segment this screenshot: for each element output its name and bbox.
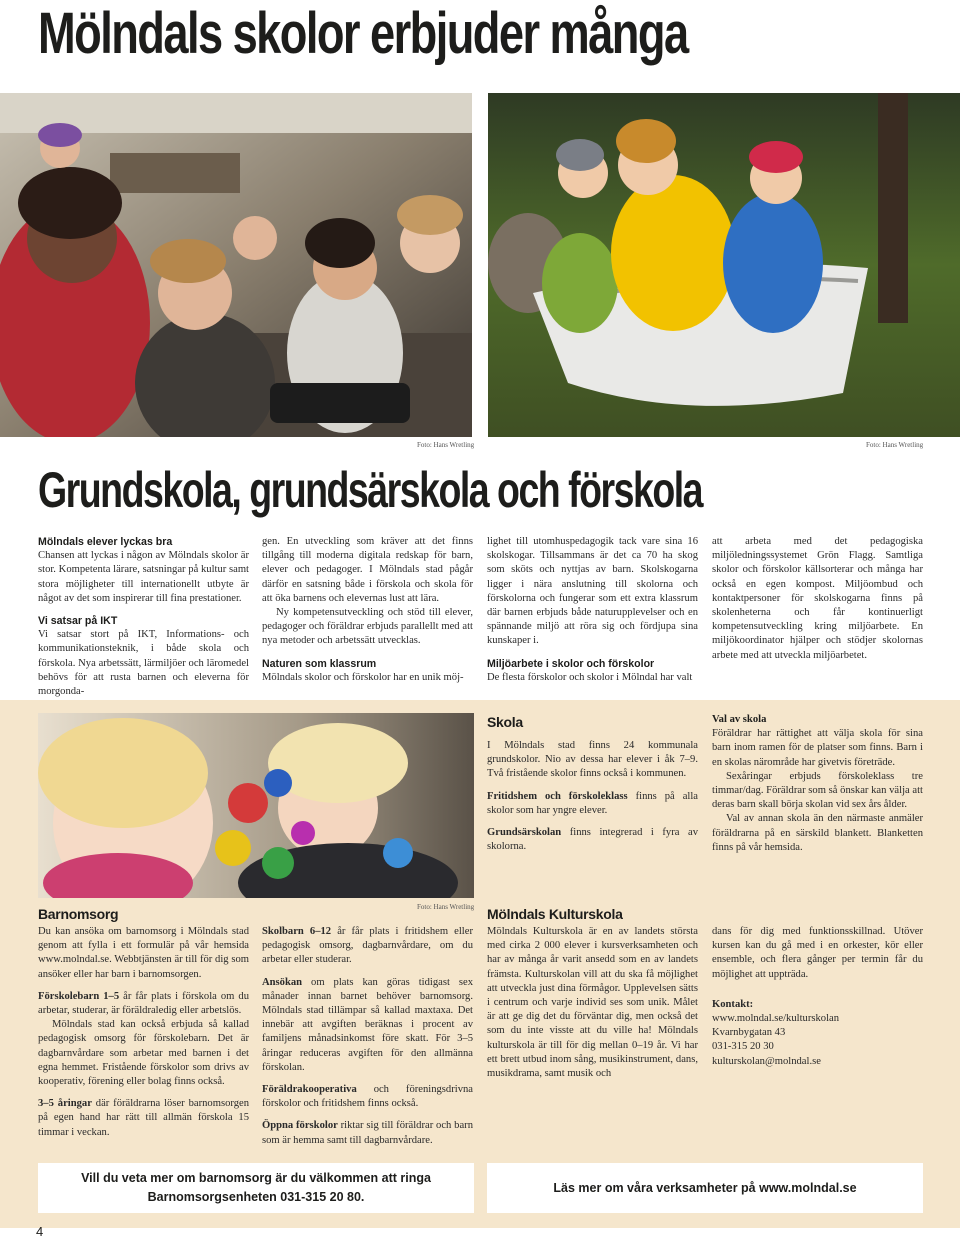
paragraph-ikt: Vi satsar stort på IKT, Informations- och kommunikationsteknik, i både skola och förskola. Nya arbetssätt, lärmiljöer och läromedel behövs för att rusta barnen och eleverna för morgonda- — [38, 629, 249, 698]
kulturskola-paragraph-main: Mölndals Kulturskola är en av landets största med cirka 2 000 elever i kursverksamheten och har av många år varit ansedd som en av landets främsta. Kulturskolan vill att du ska få möjlighet att utveckla just dina förmågor. Upplevelsen sätts i centrum och varje individ ses som unik. Målet är att ge dig det du förväntar dig, men också det som du inte visste att du ville ha! Mölndals kulturskola är till för dig mellan 0–19 år. Vi har ett brett utbud inom sång, musikinstrument, dans, musikdrama, samt musik och — [487, 926, 698, 1080]
heading-environment: Miljöarbete i skolor och förskolor — [487, 657, 655, 670]
barnomsorg-paragraph-school-kids — [262, 925, 473, 968]
open-preschools-rest: riktar sig till föräldrar och barn som är hemma samt till dagbarnvårdare. — [262, 1120, 473, 1146]
fritidshem-bold: Fritidshem och förskoleklass — [487, 790, 628, 802]
barnomsorg-paragraph-preschool-kids — [38, 990, 249, 1018]
paragraph-six-year-olds: Sexåringar erbjuds förskoleklass tre timmar/dag. Föräldrar som så önskar kan välja att deras barn skall börja skolan vid sex års ålder. — [712, 770, 923, 811]
kulturskola-paragraph-ensembles: dans för dig med funktionsskillnad. Utöver kursen kan du gå med i en orkester, kör eller ensemble, och flera gånger per termin får du möjlighet att uppträda. — [712, 926, 923, 980]
skola-heading: Skola — [487, 714, 523, 730]
barnomsorg-heading: Barnomsorg — [38, 906, 119, 922]
three-to-five-rest: där föräldrarna löser barnomsorgen på egen hand har rätt till allmän förskola 15 timmar i veckan. — [38, 1098, 249, 1138]
molndal-website-box — [487, 1163, 923, 1213]
boat-photo-credit: Foto: Hans Wretling — [866, 441, 924, 449]
page-headline: Mölndals skolor erbjuder många — [38, 1, 688, 66]
barnomsorg-paragraph-cooperatives — [262, 1083, 473, 1111]
classroom-illustration — [0, 93, 472, 437]
paragraph-competence: Ny kompetensutveckling och stöd till elever, pedagoger och föräldrar erbjuds parallellt med att nya metoder och arbetssätt utvecklas. — [262, 607, 473, 647]
kulturskola-contact-address: Kvarnbygatan 43 — [712, 1027, 786, 1039]
paragraph-digital-tools: gen. En utveckling som kräver att det finns tillgång till moderna digitala redskap för barn, elever och pedagoger. I Mölndals stad pågår därför en satsning både i förskola och skola för att öka barnens och elevernas lust att lära. — [262, 536, 473, 604]
barnomsorg-paragraph-apply: Du kan ansöka om barnomsorg i Mölndals stad genom att fylla i ett formulär på vår hemsida www.molndal.se. Webbtjänsten är till för dig som ansöker eller har barn i barnomsorgen. — [38, 926, 249, 980]
barnomsorg-column-2 — [262, 925, 473, 1148]
application-rest: om plats kan göras tidigast sex månader innan barnet behöver barnomsorg. Mölndals stad tillämpar så kallad maxtaxa. Det innebär att avgiften beräknas i procent av familjens månadsinkomst före skatt. För 3–5 åringar reduceras avgiften för den allmänna förskolan. — [262, 976, 473, 1073]
heading-school-choice: Val av skola — [712, 714, 767, 725]
barnomsorg-paragraph-pedagogical-care: Mölndals stad kan också erbjuda så kallad pedagogisk omsorg för förskolebarn. Det är dagbarnvårdare som arbetar med barnen i det egna hemmet. Fristående förskolor som drivs av kooperativ, förening eller bolag finns också. — [38, 1019, 249, 1088]
kulturskola-column-1 — [487, 925, 698, 1081]
barnomsorg-paragraph-open-preschools — [262, 1119, 473, 1147]
heading-nature-classroom: Naturen som klassrum — [262, 657, 377, 670]
article-column-2 — [262, 535, 473, 685]
fritidshem-rest: finns på alla skolor som har yngre elever. — [487, 790, 698, 816]
school-kids-bold: Skolbarn 6–12 — [262, 926, 332, 937]
preschool-kids-bold: Förskolebarn 1–5 — [38, 990, 120, 1002]
grundsarskolan-rest: finns integrerad i fyra av skolorna. — [487, 827, 698, 853]
toys-illustration — [38, 713, 474, 898]
heading-ikt: Vi satsar på IKT — [38, 615, 118, 628]
barnomsorg-paragraph-three-to-five — [38, 1097, 249, 1140]
paragraph-school-forests: lighet till utomhuspedagogik tack vare sina 16 skolskogar. Tillsammans är det ca 70 ha skog som sköts och nyttjas av barn. Skolskogarna ligger i nära anslutning till skolorna och förskolorna och fungerar som ett extra klassrum där barnen erbjuds både naturupplevelser och en spännande miljö att röra sig och fördjupa sina kunskaper i. — [487, 536, 698, 647]
barnomsorg-box-line-2: Barnomsorgsenheten 031-315 20 80. — [147, 1190, 365, 1204]
kulturskola-column-2 — [712, 925, 923, 1069]
toys-photo — [38, 713, 474, 898]
kulturskola-contact-phone: 031-315 20 30 — [712, 1041, 774, 1053]
paragraph-school-choice: Föräldrar har rättighet att välja skola för sina barn inom ramen för de platser som finns. Barn i en skolas närområde har givetvis företräde. — [712, 728, 923, 768]
classroom-photo — [0, 93, 472, 437]
cooperatives-rest: och föreningsdrivna förskolor och fritidshem finns också. — [262, 1084, 473, 1110]
boat-illustration — [488, 93, 960, 437]
three-to-five-bold: 3–5 åringar — [38, 1098, 92, 1110]
open-preschools-bold: Öppna förskolor — [262, 1120, 338, 1132]
skola-column-2 — [712, 713, 923, 855]
barnomsorg-column-1 — [38, 925, 249, 1140]
classroom-photo-credit: Foto: Hans Wretling — [417, 441, 475, 449]
paragraph-other-school: Val av annan skola än den närmaste anmäler föräldrarna på en särskild blankett. Blanketten finns på vår hemsida. — [712, 813, 923, 853]
application-bold: Ansökan — [262, 976, 303, 988]
boat-photo — [488, 93, 960, 437]
paragraph-green-flag: att arbeta med det pedagogiska miljöledningssystemet Grön Flagg. Samtliga skolor och förskolor källsorterar och många har också en egen kompost. Miljöombud och kontaktpersoner för skolskogarna finns på skolenheterna och får kontinuerligt kompetensutveckling kring miljöarbete. En miljökoordinator hjälper och stödjer skolornas arbete med att utveckla miljöarbetet. — [712, 536, 923, 661]
grundsarskolan-bold: Grundsärskolan — [487, 827, 562, 839]
molndal-website-text[interactable]: Läs mer om våra verksamheter på www.molndal.se — [553, 1181, 857, 1195]
toys-photo-credit: Foto: Hans Wretling — [417, 903, 475, 911]
article-column-3 — [487, 535, 698, 685]
skola-column-1 — [487, 739, 698, 854]
paragraph-environment: De flesta förskolor och skolor i Mölndal har valt — [487, 671, 693, 683]
kulturskola-contact-label: Kontakt: — [712, 998, 754, 1010]
page-number: 4 — [36, 1224, 44, 1239]
skola-paragraph-fritidshem — [487, 790, 698, 818]
barnomsorg-paragraph-application — [262, 976, 473, 1075]
heading-students-succeed: Mölndals elever lyckas bra — [38, 536, 173, 548]
skola-paragraph-schools: I Mölndals stad finns 24 kommunala grundskolor. Nio av dessa har elever i åk 7–9. Två fristående skolor finns också i kommunen. — [487, 740, 698, 780]
preschool-kids-rest: år får plats i förskola om du arbetar, studerar, är föräldraledig eller arbetslös. — [38, 990, 250, 1017]
article-column-1 — [38, 535, 249, 699]
section-headline: Grundskola, grundsärskola och förskola — [38, 462, 703, 518]
barnomsorg-info-box — [38, 1163, 474, 1213]
school-kids-rest: år får plats i fritidshem eller pedagogisk omsorg, dagbarnvårdare, om du arbetar eller studerar. — [262, 926, 473, 966]
skola-paragraph-grundsarskolan — [487, 826, 698, 854]
cooperatives-bold: Föräldrakooperativa — [262, 1084, 357, 1096]
kulturskola-contact-email[interactable]: kulturskolan@molndal.se — [712, 1055, 821, 1067]
article-column-4 — [712, 535, 923, 663]
kulturskola-heading: Mölndals Kulturskola — [487, 906, 623, 922]
barnomsorg-box-line-1: Vill du veta mer om barnomsorg är du välkommen att ringa — [81, 1171, 431, 1185]
paragraph-students-succeed: Chansen att lyckas i någon av Mölndals skolor är stor. Kompetenta lärare, satsningar på kultur samt stora möjligheter till internationellt utbyte är något av det som inspirerar till fina prestationer. — [38, 550, 249, 604]
kulturskola-contact-website[interactable]: www.molndal.se/kulturskolan — [712, 1013, 840, 1025]
paragraph-nature-classroom: Mölndals skolor och förskolor har en unik möj- — [262, 671, 464, 683]
